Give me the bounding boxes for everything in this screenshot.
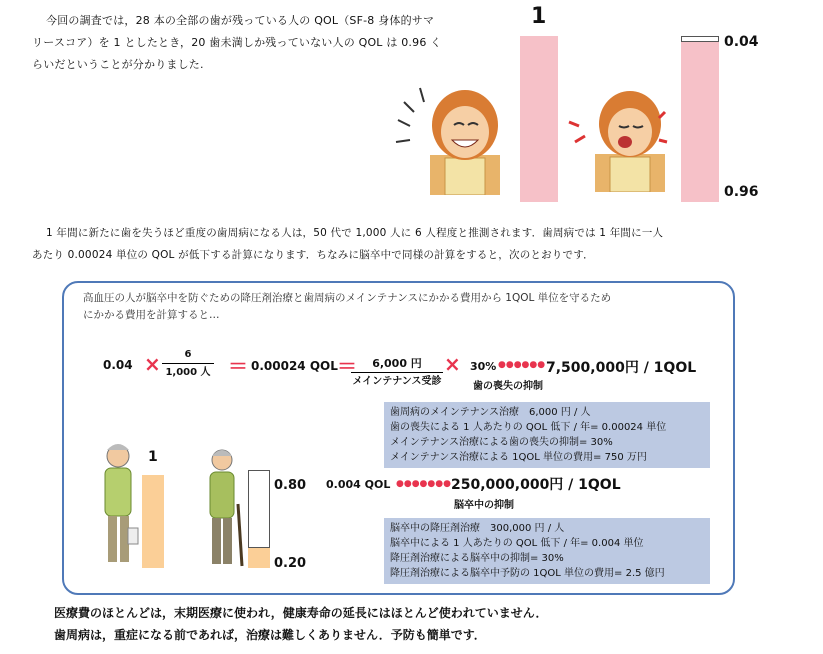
box-intro xyxy=(83,290,611,324)
worried-woman-illustration xyxy=(565,82,675,192)
stroke-chart-label-remaining: 0.20 xyxy=(274,556,307,571)
second-line: 1 年間に新たに歯を失うほど重度の歯周病になる人は，50 代で 1,000 人に 6 人程度と推測されます．歯周病では 1 年間に一人 xyxy=(46,227,664,239)
eq-dotted-connector: ●●●●●● xyxy=(498,360,546,370)
eq-result-qol: 0.00024 QOL xyxy=(251,359,338,373)
top-chart-bar-full xyxy=(520,36,558,202)
info-line: 降圧剤治療による脳卒中の抑制= 30% xyxy=(390,553,564,564)
eq2-reduction-label: 脳卒中の抑制 xyxy=(454,500,514,511)
fraction-numerator: 6 xyxy=(184,349,192,360)
intro-line: らいだということが分かりました. xyxy=(32,58,204,71)
second-line: あたり 0.00024 単位の QOL が低下する計算になります．ちなみに脳卒中で同様の計算をすると，次のとおりです． xyxy=(32,249,594,261)
conclusion-line: 歯周病は，重症になる前であれば，治療は難しくありません．予防も簡単です． xyxy=(54,628,486,642)
eq-reduction-label: 歯の喪失の抑制 xyxy=(473,381,543,392)
eq2-stroke-cost-per-qol: 250,000,000円 / 1QOL xyxy=(451,477,621,493)
eq2-dotted-connector: ●●●●●●● xyxy=(396,479,451,489)
eq-reduction-percent: 30% xyxy=(470,360,497,373)
info-line: 歯周病のメインテナンス治療 6,000 円 / 人 xyxy=(390,407,591,418)
stroke-chart-bar-remaining xyxy=(248,548,270,568)
eq-maintenance-fraction xyxy=(351,357,443,388)
fraction-numerator: 6,000 円 xyxy=(372,357,422,370)
stroke-info-box xyxy=(384,518,710,584)
elderly-man-with-cane-illustration xyxy=(204,444,248,570)
eq-incidence-fraction xyxy=(162,348,214,379)
top-chart-label-lost: 0.04 xyxy=(724,34,759,50)
eq2-stroke-qol: 0.004 QOL xyxy=(326,478,391,491)
info-line: 歯の喪失による 1 人あたりの QOL 低下 / 年= 0.00024 単位 xyxy=(390,422,667,433)
eq-tooth-cost-per-qol: 7,500,000円 / 1QOL xyxy=(546,360,697,376)
stroke-chart-bar-full xyxy=(142,475,164,568)
box-intro-line: 高血圧の人が脳卒中を防ぐための降圧剤治療と歯周病のメインテナンスにかかる費用から 1QOL 単位を守るため xyxy=(83,292,612,304)
eq-equals-sign: ＝ xyxy=(228,354,248,378)
eq-tooth-loss-rate: 0.04 xyxy=(103,358,133,372)
healthy-elderly-man-illustration xyxy=(98,440,140,570)
stroke-chart-label-full: 1 xyxy=(148,449,158,465)
top-chart-bar-remaining xyxy=(681,42,719,202)
top-chart-label-remaining: 0.96 xyxy=(724,184,759,200)
info-line: 脳卒中の降圧剤治療 300,000 円 / 人 xyxy=(390,523,565,534)
stroke-chart-bar-lost xyxy=(248,470,270,548)
conclusion-line: 医療費のほとんどは，末期医療に使われ，健康寿命の延長にはほとんど使われていません． xyxy=(54,606,548,620)
stroke-chart-label-lost: 0.80 xyxy=(274,478,307,493)
eq-times-sign: × xyxy=(144,352,161,376)
second-paragraph xyxy=(32,222,812,266)
fraction-denominator: 1,000 人 xyxy=(165,367,211,378)
maintenance-info-box xyxy=(384,402,710,468)
smiling-woman-illustration xyxy=(390,80,515,195)
conclusion xyxy=(54,602,547,646)
intro-line: 今回の調査では，28 本の全部の歯が残っている人の QOL（SF-8 身体的サマ xyxy=(46,14,435,27)
intro-paragraph xyxy=(32,10,472,76)
eq-equals-sign-2: ＝ xyxy=(337,354,357,378)
info-line: メインテナンス治療による歯の喪失の抑制= 30% xyxy=(390,437,613,448)
fraction-denominator: メインテナンス受診 xyxy=(352,376,442,387)
eq-times-sign-2: × xyxy=(444,352,461,376)
top-chart-label-full: 1 xyxy=(531,4,547,29)
info-line: 脳卒中による 1 人あたりの QOL 低下 / 年= 0.004 単位 xyxy=(390,538,644,549)
info-line: 降圧剤治療による脳卒中予防の 1QOL 単位の費用= 2.5 億円 xyxy=(390,568,665,579)
box-intro-line: にかかる費用を計算すると… xyxy=(83,309,220,321)
info-line: メインテナンス治療による 1QOL 単位の費用= 750 万円 xyxy=(390,452,647,463)
intro-line: リースコア）を 1 としたとき，20 歯未満しか残っていない人の QOL は 0.96 く xyxy=(32,36,442,49)
